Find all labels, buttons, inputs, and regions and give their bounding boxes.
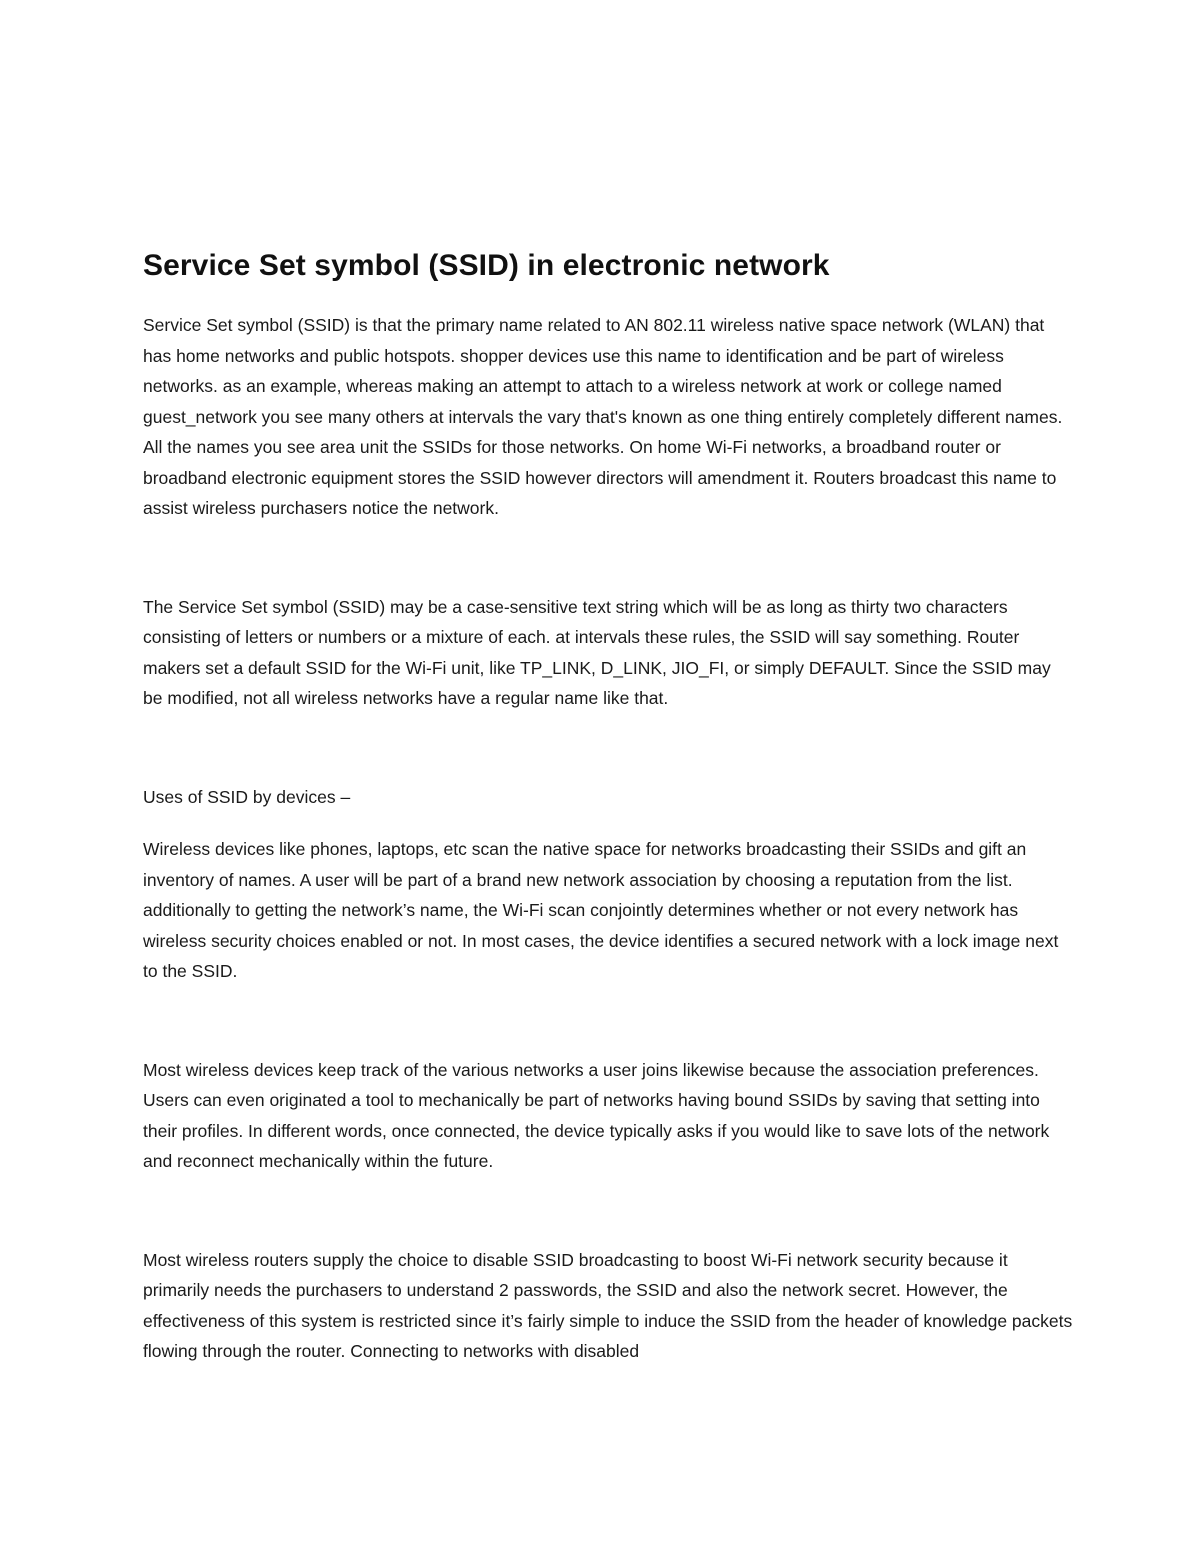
paragraph-disable-broadcast: Most wireless routers supply the choice to disable SSID broadcasting to boost Wi-Fi network security because it primarily needs the purchasers to understand 2 passwords, the SSID and also the network secret. However, the effectiveness of this system is restricted since it’s fairly simple to induce the SSID from the header of knowledge packets flowing through the router. Connecting to networks with disabled bbox=[143, 1249, 1073, 1361]
paragraph-network-preferences: Most wireless devices keep track of the various networks a user joins likewise because the association preferences. Users can even originated a tool to mechanically be part of networks having bound SSIDs by saving that setting into their profiles. In different words, once connected, the device typically asks if you would like to save lots of the network and reconnect mechanically within the future. bbox=[143, 1059, 1050, 1171]
paragraph-device-scanning: Wireless devices like phones, laptops, etc scan the native space for networks broadcasting their SSIDs and gift an inventory of names. A user will be part of a brand new network association by choosing a reputation from the list. additionally to getting the network’s name, the Wi-Fi scan conjointly determines whether or not every network has wireless security choices enabled or not. In most cases, the device identifies a secured network with a lock image next to the SSID. bbox=[143, 839, 1059, 981]
document-body bbox=[143, 244, 1073, 1367]
paragraph-ssid-definition: Service Set symbol (SSID) is that the primary name related to AN 802.11 wireless native space network (WLAN) that has home networks and public hotspots. shopper devices use this name to identification and be part of wireless networks. as an example, whereas making an attempt to attach to a wireless network at work or college named guest_network you see many others at intervals the vary that's known as one thing entirely completely different names. All the names you see area unit the SSIDs for those networks. On home Wi-Fi networks, a broadband router or broadband electronic equipment stores the SSID however directors will amendment it. Routers broadcast this name to assist wireless purchasers notice the network. bbox=[143, 315, 1063, 518]
paragraph-ssid-format: The Service Set symbol (SSID) may be a case-sensitive text string which will be as long as thirty two characters consisting of letters or numbers or a mixture of each. at intervals these rules, the SSID will say something. Router makers set a default SSID for the Wi-Fi unit, like TP_LINK, D_LINK, JIO_FI, or simply DEFAULT. Since the SSID may be modified, not all wireless networks have a regular name like that. bbox=[143, 596, 1051, 708]
section-heading-uses: Uses of SSID by devices – bbox=[143, 786, 351, 807]
document-title: Service Set symbol (SSID) in electronic network bbox=[143, 249, 830, 282]
